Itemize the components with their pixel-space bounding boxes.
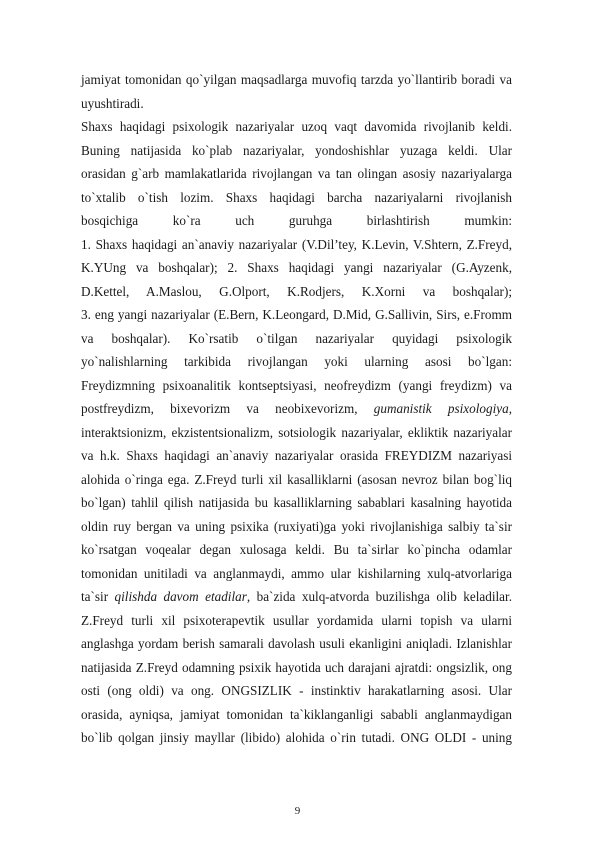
text-line: osti (ong oldi) va ong. ONGSIZLIK - instinktiv harakatlarning asosi. Ular <box>81 683 512 698</box>
text-line: 3. eng yangi nazariyalar (E.Bern, K.Leongard, D.Mid, G.Sallivin, Sirs, e.Fromm <box>81 307 512 322</box>
text-line: oldin ruy bergan va uning psixika (ruxiyati)ga yoki rivojlanishiga salbiy ta`sir <box>81 518 512 534</box>
italic-phrase: gumanistik psixologiya <box>373 401 509 416</box>
text-line: Freydizmning psixoanalitik kontseptsiyasi, neofreydizm (yangi freydizm) va <box>81 377 512 393</box>
text-line: ta`sir qilishda davom etadilar, ba`zida xulq-atvorda buzilishga olib keladilar. <box>81 589 512 604</box>
text-line: bosqichiga ko`ra uch guruhga birlashtirish mumkin: <box>81 213 512 228</box>
text-line: bo`lib qolgan jinsiy mayllar (libido) alohida o`rin tutadi. ONG OLDI - uning <box>81 730 512 745</box>
text-line: orasida, ayniqsa, jamiyat tomonidan ta`kiklanganligi sababli anglanmaydigan <box>81 706 512 722</box>
text-line: to`xtalib o`tish lozim. Shaxs haqidagi barcha nazariyalarni rivojlanish <box>81 189 512 205</box>
text-line: jamiyat tomonidan qo`yilgan maqsadlarga muvofiq tarzda yo`llantirib boradi va <box>81 72 512 87</box>
text-line: va boshqalar). Ko`rsatib o`tilgan nazariyalar quyidagi psixologik <box>81 330 512 346</box>
page-number: 9 <box>294 805 301 817</box>
italic-phrase: qilishda davom etadilar <box>114 589 247 604</box>
text-line: va h.k. Shaxs haqidagi an`anaviy nazariyalar orasida FREYDIZM nazariyasi <box>81 448 512 463</box>
text-line: alohida o`ringa ega. Z.Freyd turli xil kasalliklarni (asosan nevroz bilan bog`liq <box>81 471 512 487</box>
text-line: natijasida Z.Freyd odamning psixik hayotida uch darajani ajratdi: ongsizlik, ong <box>81 659 512 675</box>
body-text <box>81 68 512 750</box>
text-line: orasidan g`arb mamlakatlarida rivojlangan va tan olingan asosiy nazariyalarga <box>81 166 512 181</box>
text-line: bo`lgan) tahlil qilish natijasida bu kasalliklarning sabablari kasalning hayotida <box>81 495 512 510</box>
text-line: interaktsionizm, ekzistentsionalizm, sotsiologik nazariyalar, ekliktik nazariyalar <box>81 424 512 440</box>
text-line: Shaxs haqidagi psixologik nazariyalar uzoq vaqt davomida rivojlanib keldi. <box>81 119 512 134</box>
text-line: Buning natijasida ko`plab nazariyalar, yondoshishlar yuzaga keldi. Ular <box>81 142 512 158</box>
text-line: yo`nalishlarning tarkibida rivojlangan yoki ularning asosi bo`lgan: <box>81 354 512 369</box>
text-line: uyushtiradi. <box>81 95 144 111</box>
text-line: 1. Shaxs haqidagi an`anaviy nazariyalar (V.Dil’tey, K.Levin, V.Shtern, Z.Freyd, <box>81 236 512 252</box>
text-line: D.Kettel, A.Maslou, G.Olport, K.Rodjers, K.Xorni va boshqalar); <box>81 283 512 299</box>
text-line: postfreydizm, bixevorizm va neobixevorizm, gumanistik psixologiya, <box>81 401 512 416</box>
text-line: anglashga yordam berish samarali davolash usuli ekanligini aniqladi. Izlanishlar <box>81 636 512 651</box>
text-line: tomonidan unitiladi va anglanmaydi, ammo ular kishilarning xulq-atvorlariga <box>81 565 512 581</box>
text-line: Z.Freyd turli xil psixoterapevtik usullar yordamida ularni topish va ularni <box>81 612 512 628</box>
text-line: K.YUng va boshqalar); 2. Shaxs haqidagi yangi nazariyalar (G.Ayzenk, <box>81 260 512 275</box>
text-line: ko`rsatgan voqealar degan xulosaga keldi. Bu ta`sirlar ko`pincha odamlar <box>81 542 512 557</box>
